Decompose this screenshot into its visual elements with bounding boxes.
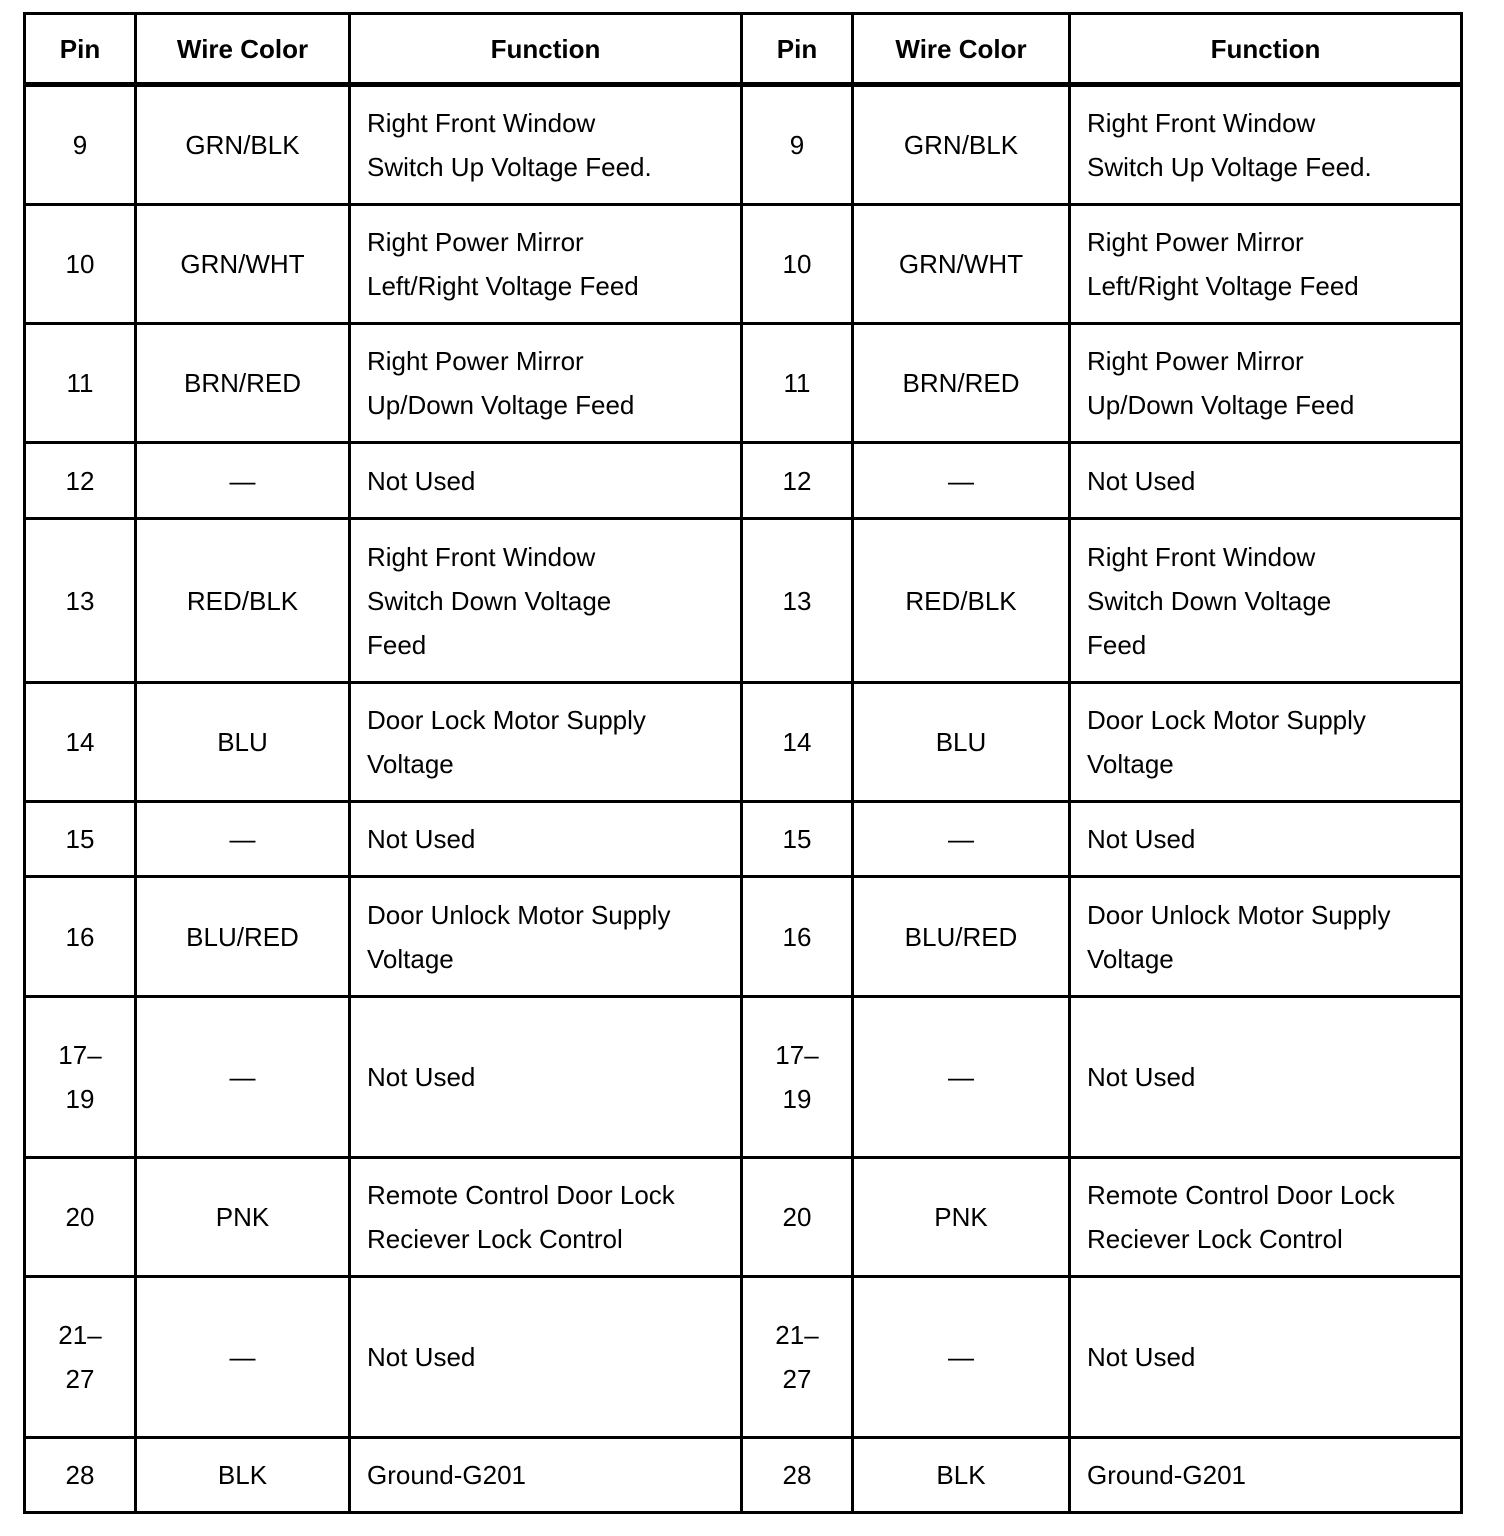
function-line: Switch Down Voltage	[367, 585, 612, 616]
pin-cell	[742, 1158, 853, 1277]
function-cell	[1070, 1277, 1462, 1438]
table-row	[25, 1438, 1462, 1513]
pin-cell	[25, 1438, 136, 1513]
pin-number: 9	[789, 130, 805, 160]
function-line: Reciever Lock Control	[367, 1224, 623, 1254]
wire-color-cell: GRN/BLK	[136, 85, 350, 205]
pin-number: 20	[65, 1202, 95, 1232]
pin-cell	[742, 1277, 853, 1438]
function-cell	[350, 324, 742, 443]
function-cell	[1070, 997, 1462, 1158]
function-line: Left/Right Voltage Feed	[1087, 271, 1359, 301]
pin-cell	[25, 1158, 136, 1277]
table-row	[25, 443, 1462, 519]
pin-number: 17– 19	[775, 1040, 819, 1114]
pin-cell	[742, 324, 853, 443]
function-line: Right Power Mirror	[1087, 346, 1304, 376]
function-line: Door Lock Motor Supply	[1087, 705, 1366, 735]
table-row	[25, 997, 1462, 1158]
pin-cell	[742, 997, 853, 1158]
function-line: Feed	[1087, 629, 1147, 660]
header-function: Function	[350, 14, 742, 85]
pin-number: 21– 27	[775, 1320, 819, 1394]
table-row	[25, 683, 1462, 802]
function-line: Not Used	[367, 824, 476, 854]
wire-color-cell: —	[853, 802, 1070, 877]
function-cell	[1070, 85, 1462, 205]
pin-number: 14	[782, 727, 812, 757]
wire-color-cell: BLU/RED	[136, 877, 350, 997]
function-line: Right Power Mirror	[367, 346, 584, 376]
pin-cell	[742, 85, 853, 205]
wire-color-cell: —	[853, 443, 1070, 519]
function-line: Right Front Window	[367, 108, 596, 138]
function-line: Remote Control Door Lock	[1087, 1180, 1395, 1210]
pin-number: 9	[72, 130, 88, 160]
function-line: Reciever Lock Control	[1087, 1224, 1343, 1254]
function-cell	[350, 519, 742, 683]
pin-number: 13	[782, 585, 812, 616]
pin-cell	[25, 519, 136, 683]
pin-number: 15	[65, 824, 95, 854]
function-line: Not Used	[1087, 1062, 1196, 1092]
wire-color-cell: BLK	[136, 1438, 350, 1513]
function-line: Right Front Window	[1087, 541, 1316, 572]
function-cell	[350, 802, 742, 877]
wire-color-cell: BLK	[853, 1438, 1070, 1513]
pin-number: 20	[782, 1202, 812, 1232]
pin-cell	[25, 1277, 136, 1438]
pin-number: 12	[65, 465, 95, 496]
function-line: Not Used	[1087, 824, 1196, 854]
function-line: Not Used	[367, 1062, 476, 1092]
connector-pinout-table	[23, 12, 1463, 1514]
pin-cell	[25, 802, 136, 877]
table-row	[25, 324, 1462, 443]
wire-color-cell: —	[136, 997, 350, 1158]
pin-cell	[742, 1438, 853, 1513]
function-cell	[1070, 1158, 1462, 1277]
wire-color-cell: GRN/BLK	[853, 85, 1070, 205]
wire-color-cell: —	[136, 443, 350, 519]
pin-number: 17– 19	[58, 1040, 102, 1114]
function-line: Not Used	[1087, 465, 1196, 496]
function-line: Remote Control Door Lock	[367, 1180, 675, 1210]
function-cell	[1070, 324, 1462, 443]
wire-color-cell: PNK	[136, 1158, 350, 1277]
pin-cell	[25, 85, 136, 205]
function-cell	[350, 205, 742, 324]
wire-color-cell: PNK	[853, 1158, 1070, 1277]
function-line: Up/Down Voltage Feed	[1087, 390, 1355, 420]
header-wire-color: Wire Color	[853, 14, 1070, 85]
pin-cell	[742, 802, 853, 877]
function-cell	[350, 683, 742, 802]
pin-number: 15	[782, 824, 812, 854]
pin-number: 11	[783, 368, 811, 398]
pin-number: 10	[65, 249, 95, 279]
header-function: Function	[1070, 14, 1462, 85]
function-cell	[350, 443, 742, 519]
pin-cell	[25, 324, 136, 443]
wire-color-cell: BLU/RED	[853, 877, 1070, 997]
function-line: Voltage	[1087, 749, 1174, 779]
table-row	[25, 1158, 1462, 1277]
pin-cell	[25, 443, 136, 519]
function-cell	[350, 1158, 742, 1277]
function-cell	[1070, 877, 1462, 997]
function-line: Voltage	[367, 749, 454, 779]
function-cell	[1070, 802, 1462, 877]
pin-number: 16	[782, 921, 812, 952]
pin-number: 12	[782, 465, 812, 496]
function-cell	[350, 997, 742, 1158]
function-line: Switch Down Voltage	[1087, 585, 1332, 616]
table-row	[25, 877, 1462, 997]
function-line: Door Unlock Motor Supply	[1087, 899, 1391, 930]
function-cell	[1070, 205, 1462, 324]
pin-number: 11	[66, 368, 94, 398]
wire-color-cell: BLU	[853, 683, 1070, 802]
pin-cell	[742, 205, 853, 324]
pin-number: 28	[782, 1460, 812, 1490]
function-cell	[1070, 683, 1462, 802]
function-line: Ground-G201	[1087, 1460, 1246, 1490]
pin-cell	[25, 877, 136, 997]
wire-color-cell: BRN/RED	[136, 324, 350, 443]
function-cell	[350, 85, 742, 205]
pin-cell	[25, 997, 136, 1158]
wire-color-cell: GRN/WHT	[853, 205, 1070, 324]
header-wire-color: Wire Color	[136, 14, 350, 85]
function-line: Left/Right Voltage Feed	[367, 271, 639, 301]
wire-color-cell: BLU	[136, 683, 350, 802]
table-row	[25, 1277, 1462, 1438]
header-pin: Pin	[25, 14, 136, 85]
pin-cell	[25, 683, 136, 802]
function-line: Up/Down Voltage Feed	[367, 390, 635, 420]
function-line: Right Front Window	[367, 541, 596, 572]
wire-color-cell: RED/BLK	[853, 519, 1070, 683]
pin-number: 14	[65, 727, 95, 757]
function-line: Ground-G201	[367, 1460, 526, 1490]
function-line: Voltage	[1087, 943, 1174, 974]
table-row	[25, 802, 1462, 877]
function-line: Switch Up Voltage Feed.	[367, 152, 652, 182]
function-line: Not Used	[367, 465, 476, 496]
function-line: Not Used	[1087, 1342, 1196, 1372]
function-line: Right Power Mirror	[1087, 227, 1304, 257]
table-row	[25, 519, 1462, 683]
function-cell	[1070, 519, 1462, 683]
wire-color-cell: —	[136, 1277, 350, 1438]
function-line: Door Lock Motor Supply	[367, 705, 646, 735]
wire-color-cell: RED/BLK	[136, 519, 350, 683]
header-row	[25, 14, 1462, 85]
function-line: Feed	[367, 629, 427, 660]
function-line: Voltage	[367, 943, 454, 974]
header-pin: Pin	[742, 14, 853, 85]
table-row	[25, 85, 1462, 205]
function-line: Door Unlock Motor Supply	[367, 899, 671, 930]
function-cell	[350, 1277, 742, 1438]
pin-number: 10	[782, 249, 812, 279]
wire-color-cell: BRN/RED	[853, 324, 1070, 443]
function-line: Right Power Mirror	[367, 227, 584, 257]
table-row	[25, 205, 1462, 324]
pin-cell	[742, 519, 853, 683]
pin-cell	[25, 205, 136, 324]
function-line: Right Front Window	[1087, 108, 1316, 138]
function-cell	[1070, 1438, 1462, 1513]
pin-number: 28	[65, 1460, 95, 1490]
pin-number: 16	[65, 921, 95, 952]
function-cell	[350, 1438, 742, 1513]
function-cell	[1070, 443, 1462, 519]
wire-color-cell: —	[136, 802, 350, 877]
pin-cell	[742, 877, 853, 997]
function-line: Switch Up Voltage Feed.	[1087, 152, 1372, 182]
function-line: Not Used	[367, 1342, 476, 1372]
function-cell	[350, 877, 742, 997]
pin-number: 21– 27	[58, 1320, 102, 1394]
pin-cell	[742, 443, 853, 519]
wire-color-cell: —	[853, 1277, 1070, 1438]
wire-color-cell: GRN/WHT	[136, 205, 350, 324]
pin-number: 13	[65, 585, 95, 616]
pin-cell	[742, 683, 853, 802]
wire-color-cell: —	[853, 997, 1070, 1158]
